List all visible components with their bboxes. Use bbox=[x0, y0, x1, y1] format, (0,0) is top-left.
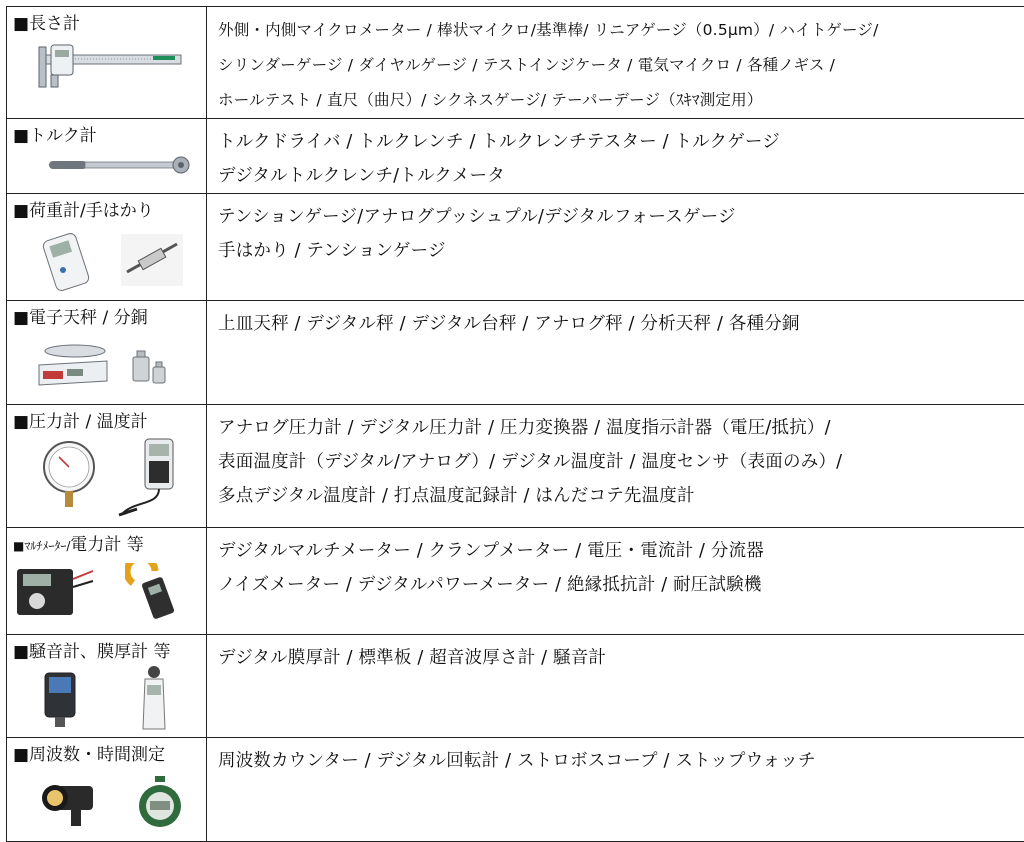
table-row bbox=[7, 738, 1024, 842]
item-line: トルクドライバ / トルクレンチ / トルクレンチテスター / トルクゲージ bbox=[218, 125, 1024, 159]
category-cell bbox=[7, 7, 207, 119]
item-cell bbox=[207, 301, 1024, 405]
category-title: ■騒音計、膜厚計 等 bbox=[7, 635, 206, 663]
item-line: 表面温度計（デジタル/アナログ）/ デジタル温度計 / 温度センサ（表面のみ）/ bbox=[218, 445, 1024, 479]
table-row bbox=[7, 301, 1024, 405]
item-line: 外側・内側マイクロメーター / 棒状マイクロ/基準棒/ リニアゲージ（0.5μm）/ ハイトゲージ/ bbox=[218, 13, 1024, 48]
table-row bbox=[7, 7, 1024, 119]
category-title-suffix: 電力計 等 bbox=[70, 535, 143, 555]
torque-wrench-icon bbox=[45, 153, 195, 177]
item-cell bbox=[207, 635, 1024, 738]
force-gauge-icon bbox=[41, 232, 93, 292]
item-line: アナログ圧力計 / デジタル圧力計 / 圧力変換器 / 温度指示計器（電圧/抵抗）/ bbox=[218, 411, 1024, 445]
instrument-catalog bbox=[6, 6, 1016, 842]
category-title: ■荷重計/手はかり bbox=[7, 194, 206, 222]
table-row bbox=[7, 635, 1024, 738]
item-line: デジタルマルチメーター / クランプメーター / 電圧・電流計 / 分流器 bbox=[218, 534, 1024, 568]
spring-scale-icon bbox=[119, 232, 185, 288]
table-row bbox=[7, 119, 1024, 194]
item-line: シリンダーゲージ / ダイヤルゲージ / テストインジケータ / 電気マイクロ / 各種ノギス / bbox=[218, 48, 1024, 83]
instrument-table bbox=[6, 6, 1024, 842]
item-cell bbox=[207, 528, 1024, 635]
category-cell bbox=[7, 194, 207, 301]
category-cell bbox=[7, 528, 207, 635]
category-title: ■電子天秤 / 分銅 bbox=[7, 301, 206, 329]
item-line: 手はかり / テンションゲージ bbox=[218, 234, 1024, 268]
item-line: 上皿天秤 / デジタル秤 / デジタル台秤 / アナログ秤 / 分析天秤 / 各種分銅 bbox=[218, 307, 1024, 341]
category-title: ■周波数・時間測定 bbox=[7, 738, 206, 766]
electronic-balance-icon bbox=[33, 337, 113, 393]
item-line: ノイズメーター / デジタルパワーメーター / 絶縁抵抗計 / 耐圧試験機 bbox=[218, 568, 1024, 602]
category-cell bbox=[7, 738, 207, 842]
pressure-gauge-icon bbox=[41, 439, 97, 511]
item-cell bbox=[207, 194, 1024, 301]
category-title: ■圧力計 / 温度計 bbox=[7, 405, 206, 433]
category-cell bbox=[7, 301, 207, 405]
table-row bbox=[7, 194, 1024, 301]
table-row bbox=[7, 528, 1024, 635]
sound-level-meter-icon bbox=[137, 665, 171, 731]
item-line: テンションゲージ/アナログプッシュプル/デジタルフォースゲージ bbox=[218, 200, 1024, 234]
item-cell bbox=[207, 738, 1024, 842]
table-row bbox=[7, 405, 1024, 528]
category-title: ■トルク計 bbox=[7, 119, 206, 147]
category-cell bbox=[7, 119, 207, 194]
clamp-meter-icon bbox=[125, 563, 181, 621]
stopwatch-icon bbox=[135, 774, 185, 830]
weights-icon bbox=[127, 345, 173, 391]
item-cell bbox=[207, 7, 1024, 119]
multimeter-icon bbox=[15, 565, 95, 619]
item-line: 多点デジタル温度計 / 打点温度記録計 / はんだコテ先温度計 bbox=[218, 479, 1024, 513]
category-cell bbox=[7, 405, 207, 528]
item-line: ホールテスト / 直尺（曲尺）/ シクネスゲージ/ テーパーデージ（ｽｷﾏ測定用） bbox=[218, 83, 1024, 118]
item-line: デジタルトルクレンチ/トルクメータ bbox=[218, 159, 1024, 193]
digital-thermometer-icon bbox=[115, 435, 187, 519]
item-cell bbox=[207, 405, 1024, 528]
category-title bbox=[7, 528, 206, 557]
stroboscope-icon bbox=[41, 776, 99, 828]
item-line: デジタル膜厚計 / 標準板 / 超音波厚さ計 / 騒音計 bbox=[218, 641, 1024, 675]
category-cell bbox=[7, 635, 207, 738]
category-title: ■長さ計 bbox=[7, 7, 206, 35]
caliper-icon bbox=[35, 43, 185, 91]
item-line: 周波数カウンター / デジタル回転計 / ストロボスコープ / ストップウォッチ bbox=[218, 744, 1024, 778]
thickness-gauge-icon bbox=[41, 671, 83, 729]
category-title-prefix: ■ﾏﾙﾁﾒｰﾀｰ/ bbox=[13, 539, 70, 553]
item-cell bbox=[207, 119, 1024, 194]
